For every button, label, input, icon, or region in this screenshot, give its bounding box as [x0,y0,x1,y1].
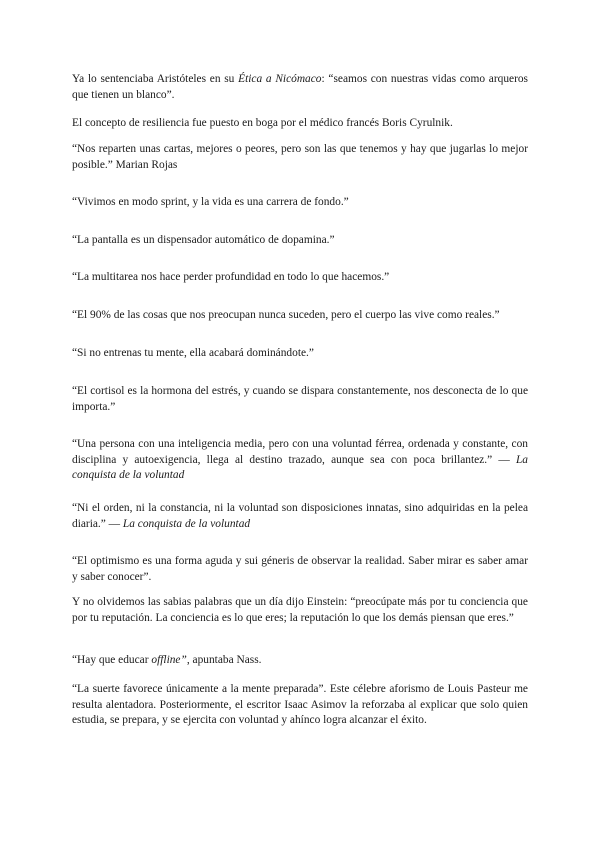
book-title: La conquista de la voluntad [72,453,528,481]
emphasized-word: offline” [151,654,187,666]
quote-inteligencia-media [72,437,528,484]
quote-optimismo: “El optimismo es una forma aguda y sui géneris de observar la realidad. Saber mirar es saber amar y saber conocer”. [72,555,528,583]
quote-mente: “Si no entrenas tu mente, ella acabará dominándote.” [72,347,314,359]
paragraph-text: “Hay que educar [72,654,152,666]
quote-marian-rojas: “Nos reparten unas cartas, mejores o peores, pero son las que tenemos y hay que jugarlas lo mejor posible.” Marian Rojas [72,143,528,171]
quote-orden-constancia [72,501,528,532]
paragraph-aristoteles [72,72,528,103]
quote-sprint: “Vivimos en modo sprint, y la vida es una carrera de fondo.” [72,196,349,208]
quote-nass [72,653,528,669]
paragraph-text: : “seamos con nuestras vidas como arqueros que tienen un blanco”. [72,73,528,101]
quote-pantalla: “La pantalla es un dispensador automático de dopamina.” [72,234,335,246]
book-title: Ética a Nicómaco [238,73,322,85]
paragraph-einstein: Y no olvidemos las sabias palabras que un día dijo Einstein: “preocúpate más por tu conciencia que por tu reputación. La conciencia es lo que eres; la reputación lo que los demás piensan que eres.” [72,596,528,624]
book-title: La conquista de la voluntad [122,517,251,530]
paragraph-pasteur: “La suerte favorece únicamente a la mente preparada”. Este célebre aforismo de Louis Pasteur me resulta alentadora. Posteriormente, el escritor Isaac Asimov la reforzaba al explicar que solo quien estudia, se prepara, y se ejercita con voluntad y ahínco logra alcanzar el éxito. [72,683,528,726]
paragraph-text: , apuntaba Nass. [186,654,262,666]
paragraph-text: “Ni el orden, ni la constancia, ni la voluntad son disposiciones innatas, sino adquiridas en la pelea diaria.” — [72,502,528,530]
paragraph-text: “Una persona con una inteligencia media, pero con una voluntad férrea, ordenada y constante, con disciplina y autoexigencia, llega al destino trazado, aunque sea con poca brillantez.” — [72,438,528,466]
quote-90-percent: “El 90% de las cosas que nos preocupan nunca suceden, pero el cuerpo las vive como reales.” [72,309,500,321]
quote-multitarea: “La multitarea nos hace perder profundidad en todo lo que hacemos.” [72,271,390,283]
paragraph-resiliencia: El concepto de resiliencia fue puesto en boga por el médico francés Boris Cyrulnik. [72,117,453,129]
quote-cortisol: “El cortisol es la hormona del estrés, y cuando se dispara constantemente, nos desconecta de lo que importa.” [72,385,528,413]
paragraph-text: Ya lo sentenciaba Aristóteles en su [72,73,239,85]
